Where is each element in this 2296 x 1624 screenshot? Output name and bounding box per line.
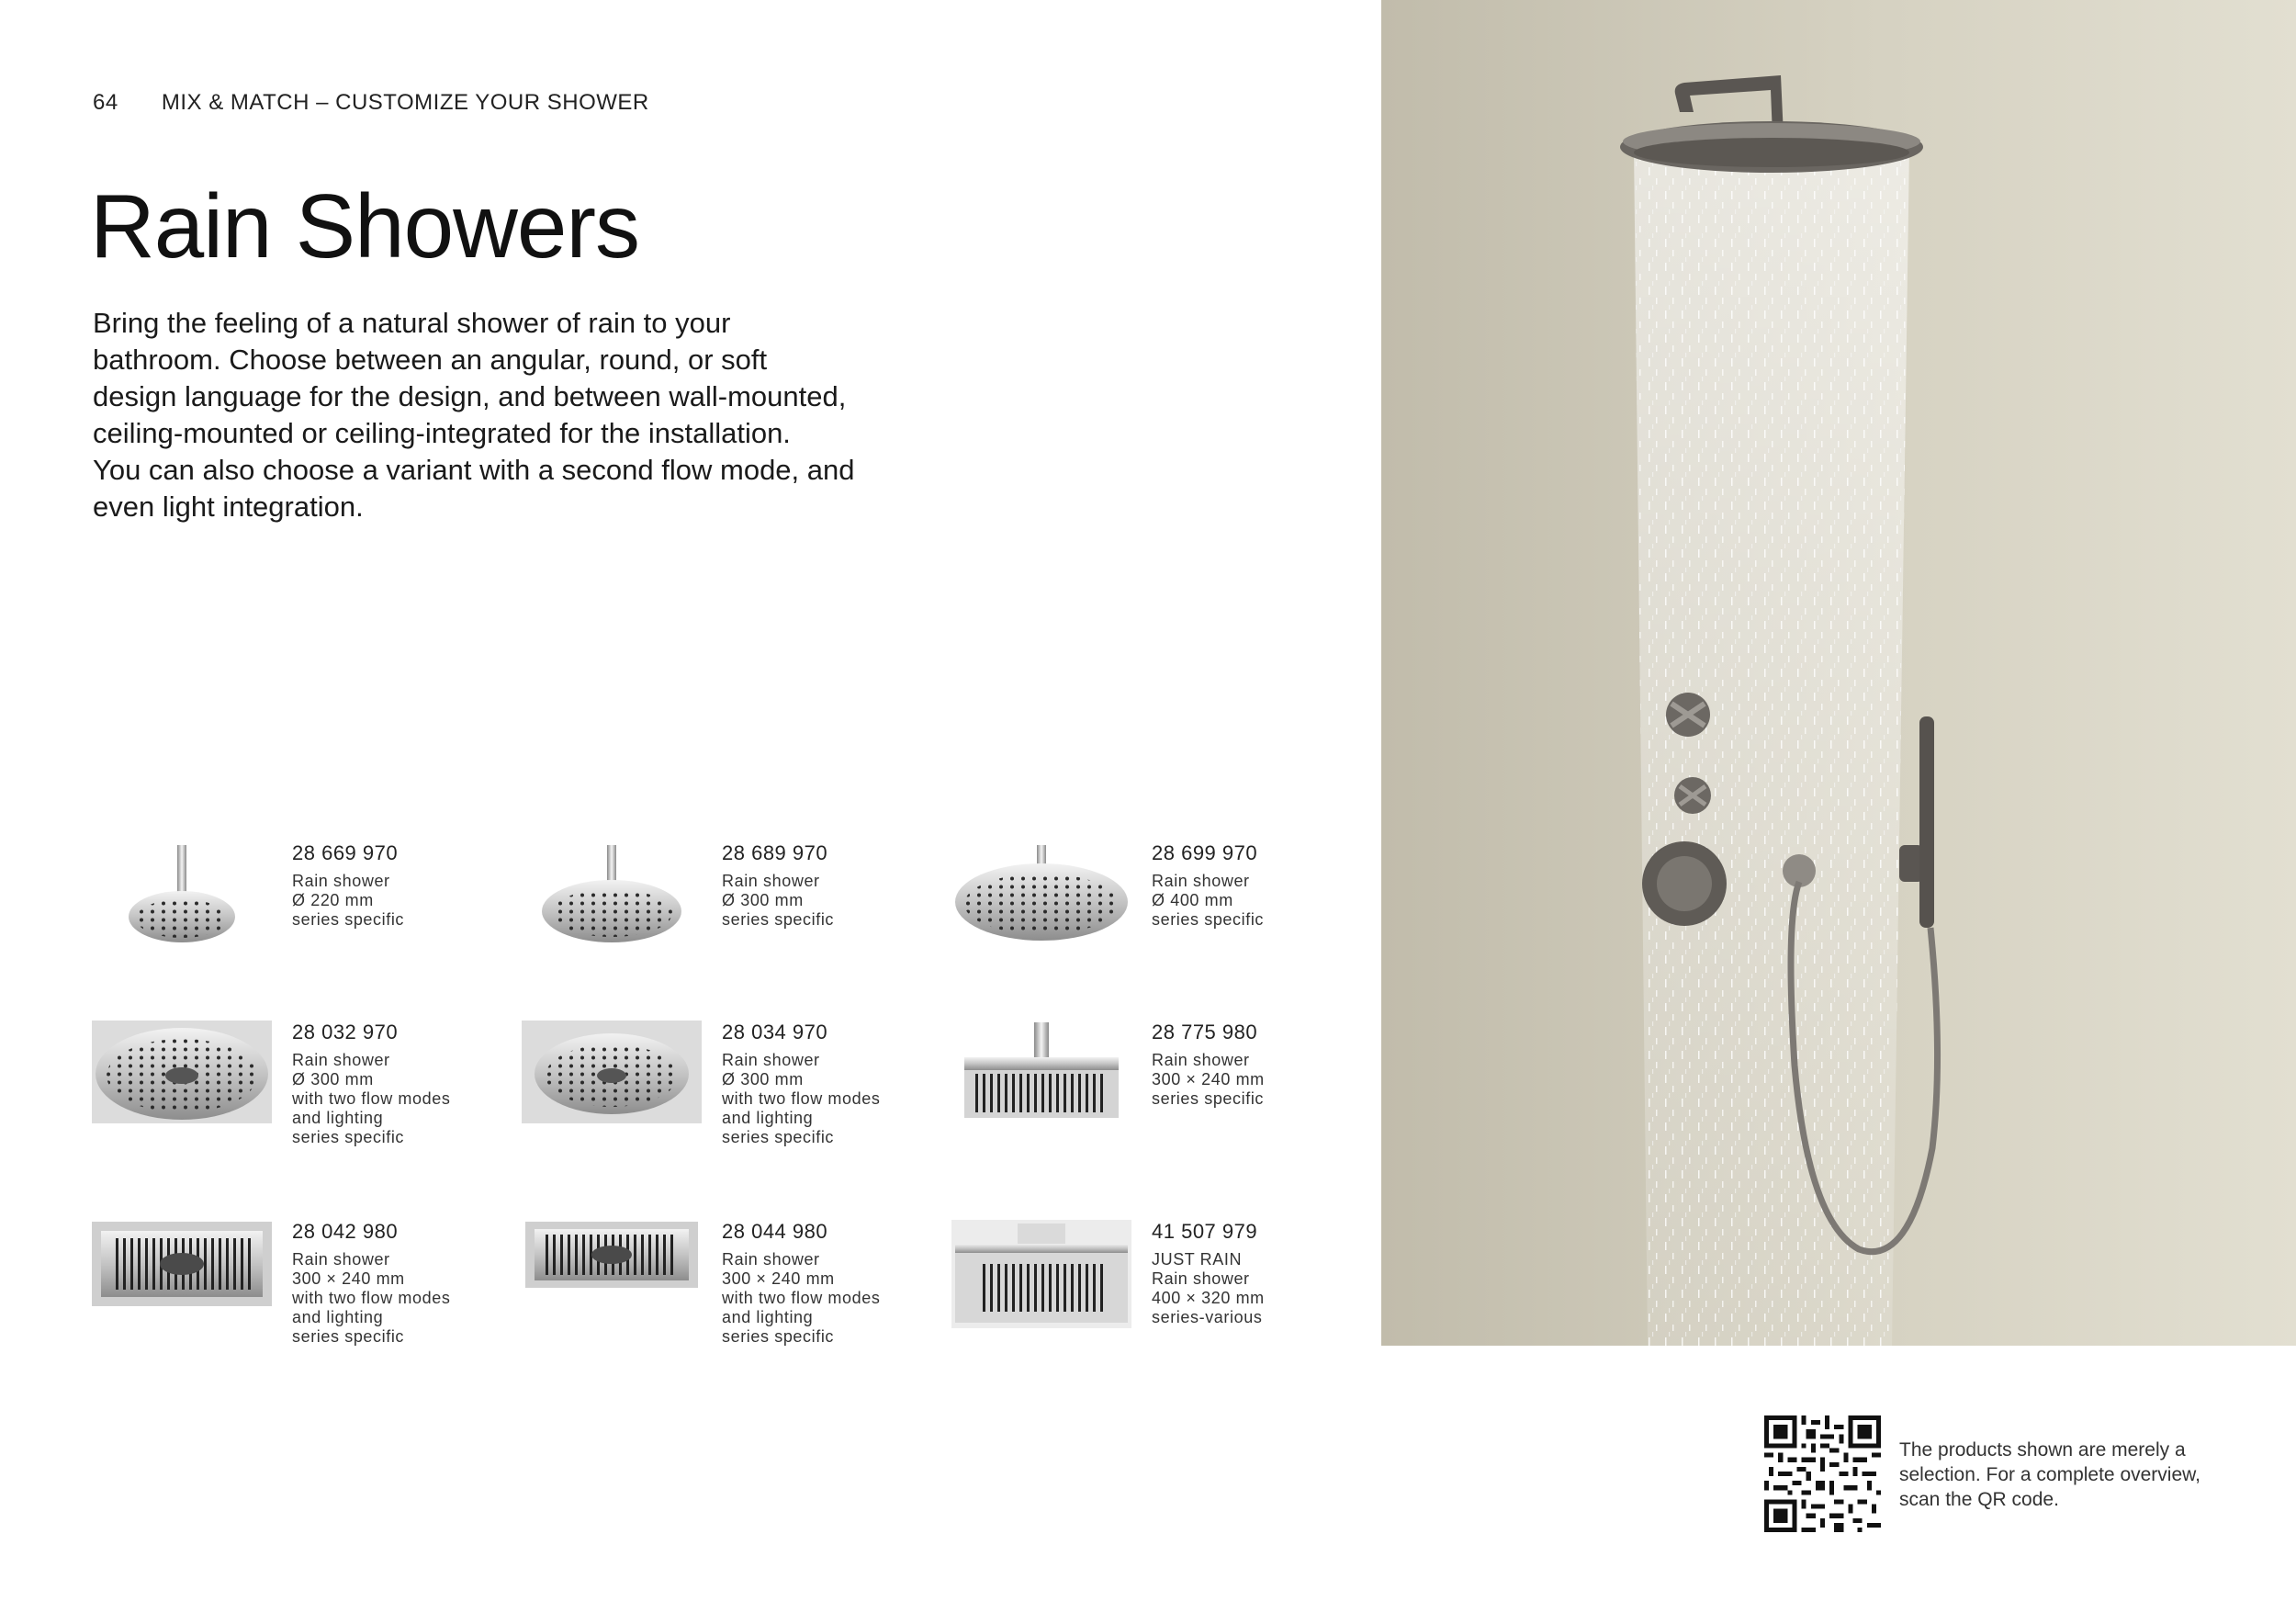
product-card[interactable] bbox=[951, 841, 1356, 1025]
product-description bbox=[722, 872, 933, 930]
desc-line: Rain shower bbox=[292, 872, 390, 890]
page-number: 64 bbox=[93, 90, 118, 115]
desc-line: Rain shower bbox=[1152, 872, 1250, 890]
section-title: MIX & MATCH – CUSTOMIZE YOUR SHOWER bbox=[161, 90, 649, 115]
rectangular-flush-shower-lighting-icon bbox=[92, 1220, 272, 1339]
intro-line: even light integration. bbox=[93, 491, 364, 523]
desc-line: Rain shower bbox=[722, 1051, 820, 1069]
desc-line: 400 × 320 mm bbox=[1152, 1289, 1265, 1307]
desc-line: JUST RAIN bbox=[1152, 1250, 1243, 1269]
desc-line: with two flow modes bbox=[722, 1289, 881, 1307]
product-description bbox=[292, 1051, 503, 1147]
desc-line: and lighting bbox=[292, 1308, 384, 1326]
qr-code-icon[interactable] bbox=[1764, 1415, 1881, 1532]
desc-line: and lighting bbox=[722, 1308, 814, 1326]
desc-line: with two flow modes bbox=[292, 1289, 451, 1307]
intro-line: ceiling-mounted or ceiling-integrated for the installation. bbox=[93, 417, 791, 449]
product-card[interactable] bbox=[951, 1021, 1356, 1204]
desc-line: with two flow modes bbox=[722, 1089, 881, 1108]
page-header bbox=[93, 90, 649, 116]
intro-paragraph bbox=[93, 305, 938, 525]
desc-line: series specific bbox=[1152, 910, 1265, 929]
desc-line: Rain shower bbox=[1152, 1269, 1250, 1288]
product-card[interactable] bbox=[522, 841, 926, 1025]
product-code: 28 032 970 bbox=[292, 1021, 399, 1043]
round-shower-head-ceiling-medium-icon bbox=[522, 841, 702, 961]
desc-line: Ø 220 mm bbox=[292, 891, 374, 909]
desc-line: 300 × 240 mm bbox=[722, 1269, 835, 1288]
product-code: 28 689 970 bbox=[722, 841, 828, 864]
desc-line: and lighting bbox=[722, 1109, 814, 1127]
desc-line: Rain shower bbox=[292, 1051, 390, 1069]
desc-line: series-various bbox=[1152, 1308, 1263, 1326]
intro-line: Bring the feeling of a natural shower of rain to your bbox=[93, 307, 731, 339]
product-card[interactable] bbox=[92, 1220, 496, 1404]
shower-installation-photo bbox=[1381, 0, 2296, 1346]
round-flush-shower-lighting-icon bbox=[92, 1021, 272, 1140]
product-description bbox=[722, 1051, 933, 1147]
product-card[interactable] bbox=[522, 1220, 926, 1404]
round-flush-shower-lighting-icon bbox=[522, 1021, 702, 1140]
rectangular-flush-shower-lighting-icon bbox=[522, 1220, 702, 1339]
desc-line: Ø 300 mm bbox=[722, 891, 804, 909]
product-description bbox=[1152, 1051, 1363, 1109]
desc-line: series specific bbox=[722, 1327, 835, 1346]
product-description bbox=[292, 872, 503, 930]
desc-line: series specific bbox=[722, 1128, 835, 1146]
product-code: 28 699 970 bbox=[1152, 841, 1258, 864]
desc-line: Ø 400 mm bbox=[1152, 891, 1233, 909]
desc-line: series specific bbox=[1152, 1089, 1265, 1108]
product-description bbox=[292, 1250, 503, 1347]
product-code: 28 044 980 bbox=[722, 1220, 828, 1243]
product-card[interactable] bbox=[92, 841, 496, 1025]
intro-line: bathroom. Choose between an angular, round, or soft bbox=[93, 344, 768, 376]
product-card[interactable] bbox=[951, 1220, 1356, 1404]
desc-line: Ø 300 mm bbox=[722, 1070, 804, 1088]
desc-line: Rain shower bbox=[1152, 1051, 1250, 1069]
desc-line: Rain shower bbox=[292, 1250, 390, 1269]
product-code: 28 042 980 bbox=[292, 1220, 399, 1243]
intro-line: design language for the design, and between wall-mounted, bbox=[93, 380, 847, 412]
qr-note: The products shown are merely a selection. For a complete overview, scan the QR code. bbox=[1899, 1439, 2200, 1510]
desc-line: 300 × 240 mm bbox=[292, 1269, 405, 1288]
desc-line: series specific bbox=[292, 910, 405, 929]
rectangular-shower-head-ceiling-icon bbox=[951, 1021, 1131, 1140]
desc-line: with two flow modes bbox=[292, 1089, 451, 1108]
round-shower-head-ceiling-large-icon bbox=[951, 841, 1131, 961]
product-code: 41 507 979 bbox=[1152, 1220, 1258, 1243]
product-description bbox=[1152, 872, 1363, 930]
product-description bbox=[1152, 1250, 1363, 1327]
product-card[interactable] bbox=[92, 1021, 496, 1204]
product-code: 28 669 970 bbox=[292, 841, 399, 864]
desc-line: Rain shower bbox=[722, 1250, 820, 1269]
product-description bbox=[722, 1250, 933, 1347]
page-title: Rain Showers bbox=[90, 175, 640, 276]
desc-line: series specific bbox=[292, 1128, 405, 1146]
intro-line: You can also choose a variant with a second flow mode, and bbox=[93, 454, 855, 486]
desc-line: series specific bbox=[722, 910, 835, 929]
desc-line: series specific bbox=[292, 1327, 405, 1346]
desc-line: 300 × 240 mm bbox=[1152, 1070, 1265, 1088]
product-card[interactable] bbox=[522, 1021, 926, 1204]
product-code: 28 775 980 bbox=[1152, 1021, 1258, 1043]
desc-line: Ø 300 mm bbox=[292, 1070, 374, 1088]
round-shower-head-ceiling-small-icon bbox=[92, 841, 272, 961]
desc-line: and lighting bbox=[292, 1109, 384, 1127]
product-code: 28 034 970 bbox=[722, 1021, 828, 1043]
rectangular-shower-box-icon bbox=[951, 1220, 1131, 1339]
desc-line: Rain shower bbox=[722, 872, 820, 890]
